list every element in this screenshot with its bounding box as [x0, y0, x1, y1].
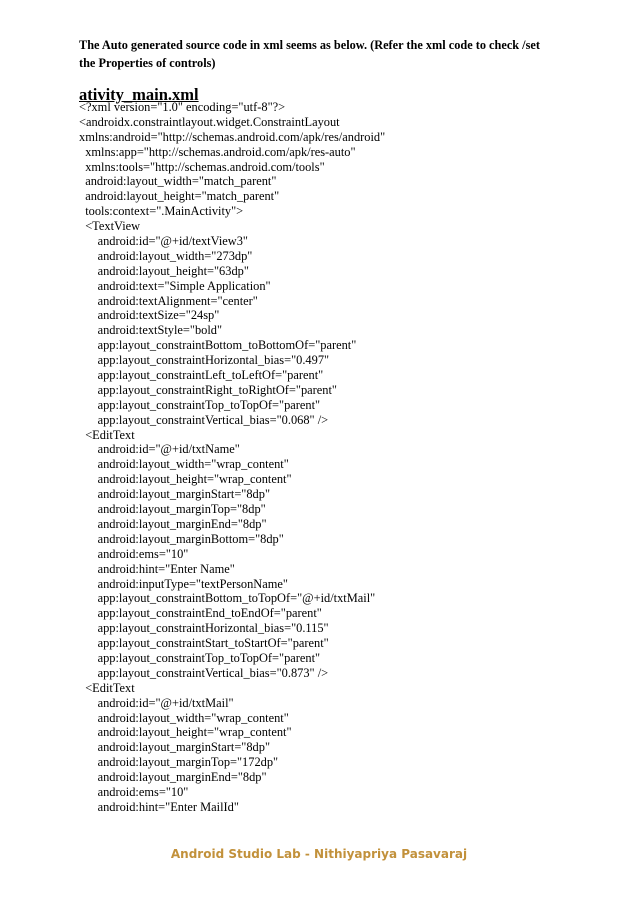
code-line: tools:context=".MainActivity">: [79, 204, 244, 219]
code-line: android:layout_marginTop="172dp": [79, 755, 279, 770]
code-line: xmlns:android="http://schemas.android.com/apk/res/android": [79, 129, 386, 144]
code-line: android:layout_width="wrap_content": [79, 457, 289, 472]
code-line: app:layout_constraintBottom_toTopOf="@+id/txtMail": [79, 591, 376, 606]
code-line: android:textSize="24sp": [79, 308, 220, 323]
code-line: app:layout_constraintLeft_toLeftOf="parent": [79, 368, 324, 383]
code-line: <EditText: [79, 680, 135, 695]
code-line: android:textAlignment="center": [79, 293, 258, 308]
code-line: <?xml version="1.0" encoding="utf-8"?>: [79, 100, 286, 114]
code-line: android:layout_marginEnd="8dp": [79, 770, 267, 785]
code-line: android:layout_marginStart="8dp": [79, 487, 271, 502]
code-line: app:layout_constraintVertical_bias="0.068" />: [79, 412, 329, 427]
code-line: android:id="@+id/txtMail": [79, 695, 234, 710]
code-line: <TextView: [79, 219, 141, 234]
code-line: android:hint="Enter Name": [79, 561, 235, 576]
code-line: android:ems="10": [79, 784, 189, 799]
code-line: android:layout_height="match_parent": [79, 189, 280, 204]
code-line: app:layout_constraintHorizontal_bias="0.115": [79, 621, 329, 636]
code-line: android:layout_height="wrap_content": [79, 472, 292, 487]
xml-code-block: [79, 100, 599, 815]
code-line: android:layout_height="63dp": [79, 263, 249, 278]
code-line: android:layout_marginEnd="8dp": [79, 516, 267, 531]
code-line: android:text="Simple Application": [79, 278, 271, 293]
intro-paragraph: The Auto generated source code in xml seems as below. (Refer the xml code to check /set the Properties of controls): [79, 38, 540, 70]
code-line: <EditText: [79, 427, 135, 442]
code-line: android:textStyle="bold": [79, 323, 223, 338]
code-line: xmlns:tools="http://schemas.android.com/tools": [79, 159, 325, 174]
code-line: android:inputType="textPersonName": [79, 576, 288, 591]
code-line: android:id="@+id/textView3": [79, 234, 248, 249]
code-line: android:layout_marginTop="8dp": [79, 502, 266, 517]
code-line: app:layout_constraintStart_toStartOf="parent": [79, 636, 329, 651]
code-line: android:id="@+id/txtName": [79, 442, 240, 457]
code-line: android:layout_height="wrap_content": [79, 725, 292, 740]
code-line: app:layout_constraintRight_toRightOf="parent": [79, 382, 337, 397]
code-line: android:layout_width="273dp": [79, 248, 253, 263]
code-line: xmlns:app="http://schemas.android.com/apk/res-auto": [79, 144, 356, 159]
code-line: app:layout_constraintVertical_bias="0.873" />: [79, 665, 329, 680]
code-line: android:layout_width="wrap_content": [79, 710, 289, 725]
code-line: android:ems="10": [79, 546, 189, 561]
code-line: app:layout_constraintBottom_toBottomOf="parent": [79, 338, 357, 353]
code-line: android:layout_width="match_parent": [79, 174, 277, 189]
code-line: app:layout_constraintEnd_toEndOf="parent": [79, 606, 322, 621]
code-line: app:layout_constraintTop_toTopOf="parent": [79, 397, 321, 412]
code-line: app:layout_constraintTop_toTopOf="parent": [79, 650, 321, 665]
code-line: android:layout_marginBottom="8dp": [79, 531, 284, 546]
code-line: android:hint="Enter MailId": [79, 799, 239, 814]
code-line: <androidx.constraintlayout.widget.ConstraintLayout: [79, 114, 340, 129]
code-line: android:layout_marginStart="8dp": [79, 740, 271, 755]
code-line: app:layout_constraintHorizontal_bias="0.497": [79, 353, 330, 368]
file-title: ativity_main.xml: [79, 85, 199, 104]
page-footer: Android Studio Lab - Nithiyapriya Pasavaraj: [170, 847, 468, 861]
